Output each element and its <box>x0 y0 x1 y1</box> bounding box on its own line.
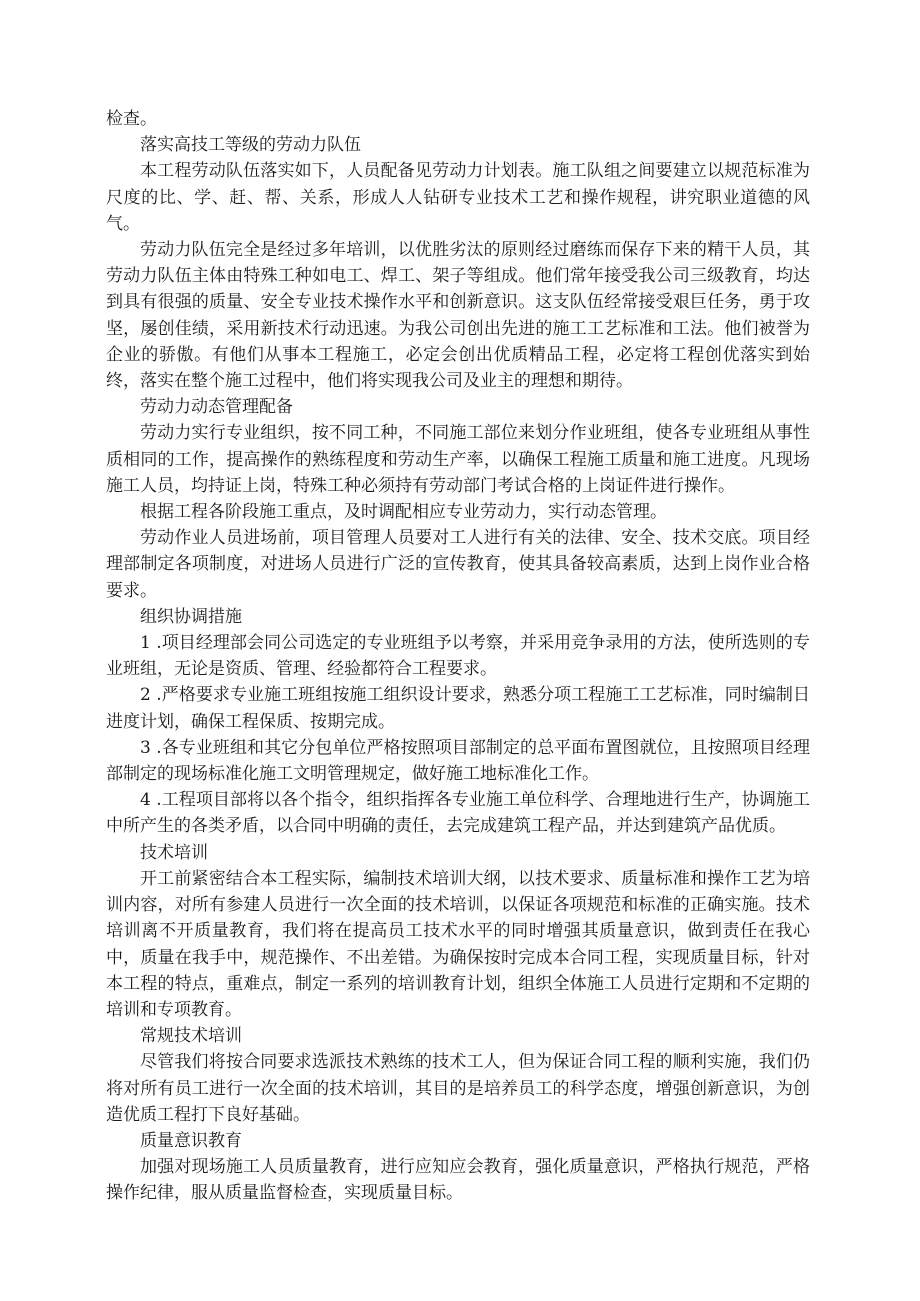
list-item-coordination-1: 1 .项目经理部会同公司选定的专业班组予以考察，并采用竞争录用的方法，使所选则的专业班组，无论是资质、管理、经验都符合工程要求。 <box>106 633 810 680</box>
paragraph-technical-training: 开工前紧密结合本工程实际，编制技术培训大纲，以技术要求、质量标准和操作工艺为培训内容，对所有参建人员进行一次全面的技术培训，以保证各项规范和标准的正确实施。技术培训离不开质量教育，我们将在提高员工技术水平的同时增强其质量意识，做到责任在我心中，质量在我手中，规范操作、不出差错。为确保按时完成本合同工程，实现质量目标，针对本工程的特点，重难点，制定一系列的培训教育计划，组织全体施工人员进行定期和不定期的培训和专项教育。 <box>106 868 810 1020</box>
paragraph-professional-organization: 劳动力实行专业组织，按不同工种，不同施工部位来划分作业班组，使各专业班组从事性质相同的工作，提高操作的熟练程度和劳动生产率，以确保工程施工质量和施工进度。凡现场施工人员，均持证上岗，特殊工种必须持有劳动部门考试合格的上岗证件进行操作。 <box>106 423 810 496</box>
paragraph-labor-team-setup: 本工程劳动队伍落实如下，人员配备见劳动力计划表。施工队组之间要建立以规范标准为尺度的比、学、赶、帮、关系，形成人人钻研专业技术工艺和操作规程，讲究职业道德的风气。 <box>106 161 810 234</box>
paragraph-dynamic-dispatch: 根据工程各阶段施工重点，及时调配相应专业劳动力，实行动态管理。 <box>140 502 667 523</box>
list-item-coordination-2: 2 .严格要求专业施工班组按施工组织设计要求，熟悉分项工程施工工艺标准，同时编制日进度计划，确保工程保质、按期完成。 <box>106 685 810 732</box>
paragraph-site-briefing: 劳动作业人员进场前，项目管理人员要对工人进行有关的法律、安全、技术交底。项目经理部制定各项制度，对进场人员进行广泛的宣传教育，使其具备较高素质，达到上岗作业合格要求。 <box>106 528 810 601</box>
heading-labor-team: 落实高技工等级的劳动力队伍 <box>140 135 361 156</box>
paragraph-quality-awareness: 加强对现场施工人员质量教育，进行应知应会教育，强化质量意识，严格执行规范，严格操作纪律，服从质量监督检查，实现质量目标。 <box>106 1157 810 1204</box>
heading-technical-training: 技术培训 <box>140 842 208 863</box>
list-item-coordination-4: 4 .工程项目部将以各个指令，组织指挥各专业施工单位科学、合理地进行生产，协调施工中所产生的各类矛盾，以合同中明确的责任，去完成建筑工程产品，并达到建筑产品优质。 <box>106 790 810 837</box>
paragraph-inspection: 检查。 <box>106 109 157 129</box>
document-page <box>106 106 810 1207</box>
heading-routine-training: 常规技术培训 <box>140 1026 242 1047</box>
list-item-coordination-3: 3 .各专业班组和其它分包单位严格按照项目部制定的总平面布置图就位，且按照项目经理部制定的现场标准化施工文明管理规定，做好施工地标准化工作。 <box>106 737 810 785</box>
paragraph-labor-team-quality: 劳动力队伍完全是经过多年培训，以优胜劣汰的原则经过磨练而保存下来的精干人员，其劳动力队伍主体由特殊工种如电工、焊工、架子等组成。他们常年接受我公司三级教育，均达到具有很强的质量、安全专业技术操作水平和创新意识。这支队伍经常接受艰巨任务，勇于攻坚，屡创佳绩，采用新技术行动迅速。为我公司创出先进的施工工艺标准和工法。他们被誉为企业的骄傲。有他们从事本工程施工，必定会创出优质精品工程，必定将工程创优落实到始终，落实在整个施工过程中，他们将实现我公司及业主的理想和期待。 <box>106 240 810 392</box>
heading-coordination: 组织协调措施 <box>140 606 242 627</box>
heading-dynamic-management: 劳动力动态管理配备 <box>140 397 293 418</box>
paragraph-routine-training: 尽管我们将按合同要求选派技术熟练的技术工人，但为保证合同工程的顺利实施，我们仍将对所有员工进行一次全面的技术培训，其目的是培养员工的科学态度，增强创新意识，为创造优质工程打下良好基础。 <box>106 1052 810 1125</box>
heading-quality-awareness: 质量意识教育 <box>140 1130 242 1151</box>
